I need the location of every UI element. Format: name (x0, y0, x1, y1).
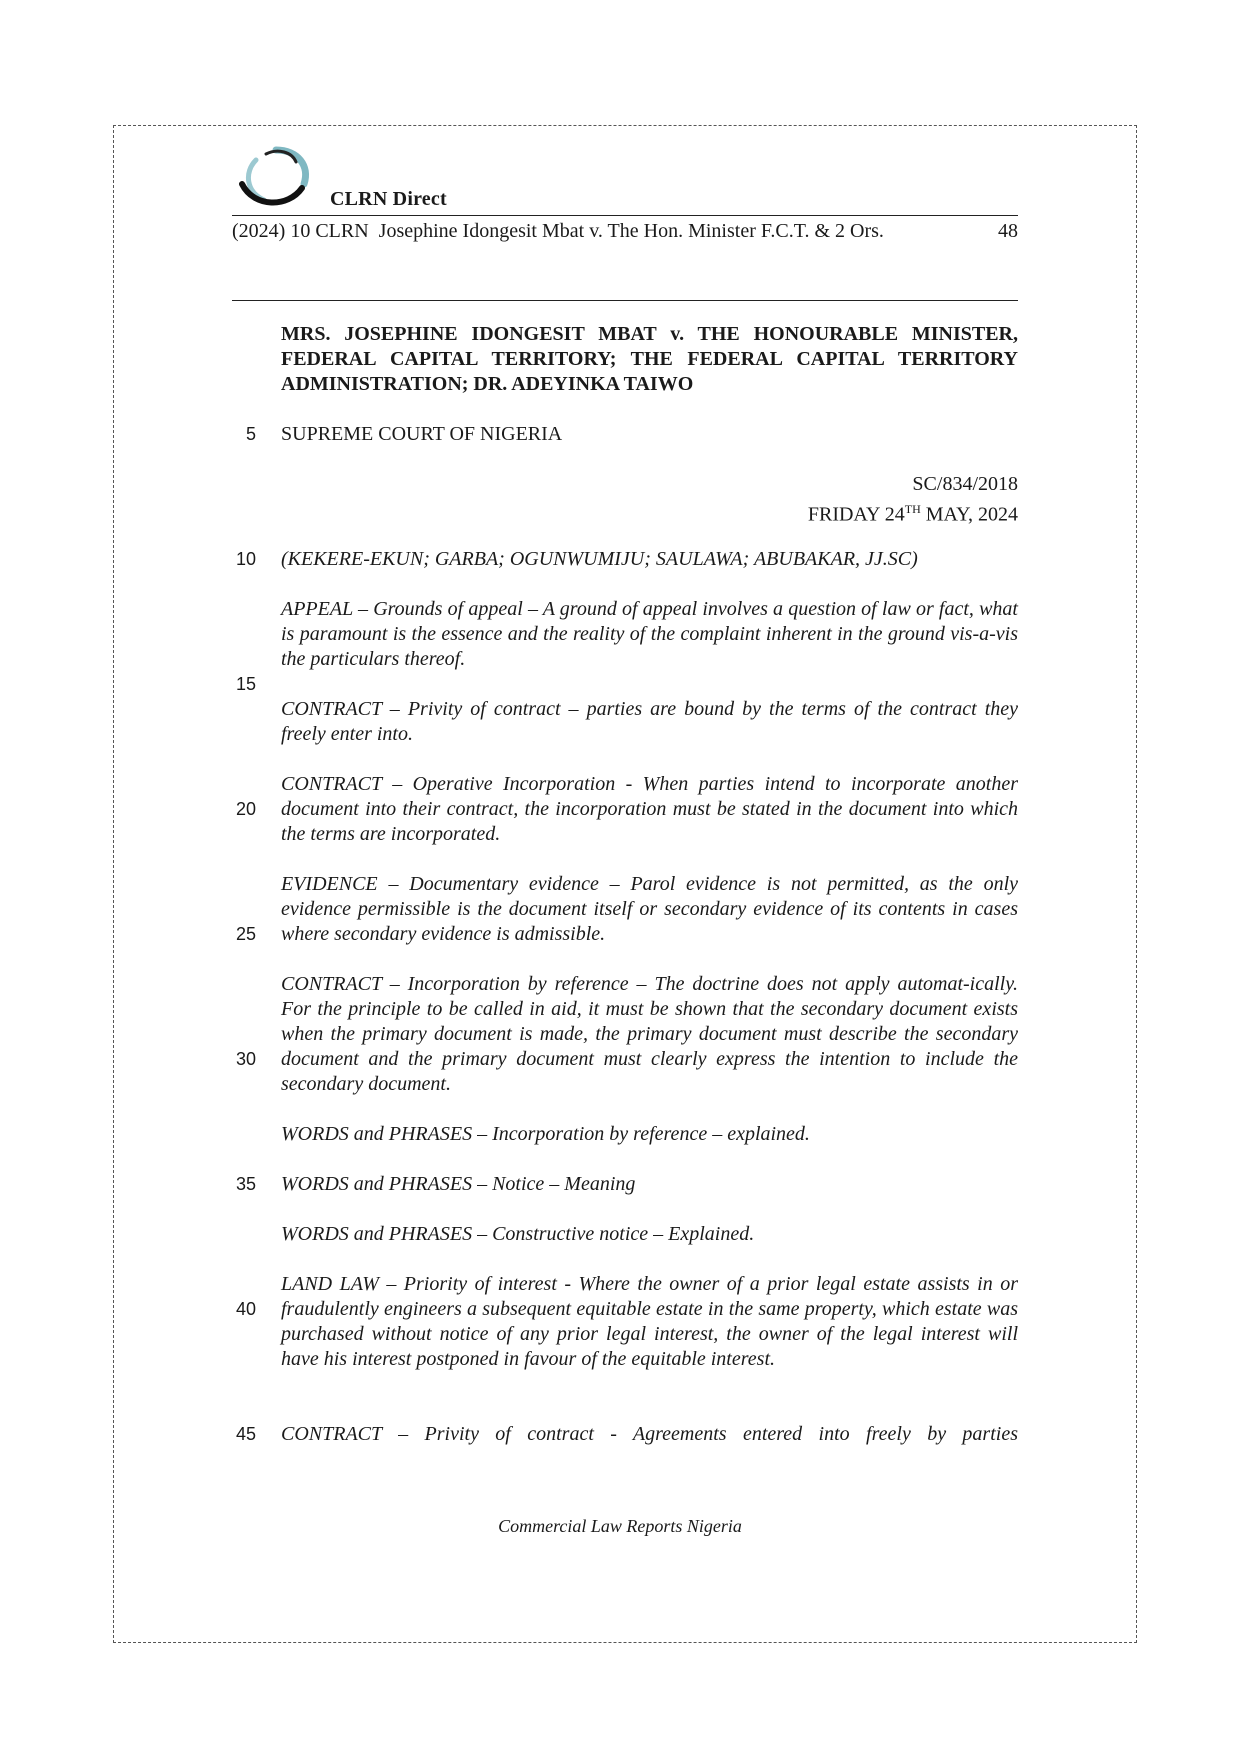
line-number: 25 (235, 924, 256, 944)
line-number: 15 (235, 674, 256, 694)
headnote-words-constructive-notice: WORDS and PHRASES – Constructive notice – Explained. (281, 1223, 755, 1245)
court-name: SUPREME COURT OF NIGERIA (281, 423, 563, 445)
clrn-logo-icon (236, 142, 316, 214)
headnote-appeal-grounds: APPEAL – Grounds of appeal – A ground of appeal involves a question of law or fact, what is paramount is the essence and the reality of the complaint inherent in the ground vis-a-vis the particulars thereof. (281, 598, 1018, 670)
page-number: 48 (998, 220, 1018, 242)
headnote-documentary-evidence: EVIDENCE – Documentary evidence – Parol evidence is not permitted, as the only evidence permissible is the document itself or secondary evidence of its contents in cases where secondary evidence is admissible. (281, 873, 1018, 945)
case-parties: MRS. JOSEPHINE IDONGESIT MBAT v. THE HONOURABLE MINISTER, FEDERAL CAPITAL TERRITORY; THE FEDERAL CAPITAL TERRITORY ADMINISTRATION; DR. ADEYINKA TAIWO (281, 323, 1018, 395)
line-number: 40 (235, 1299, 256, 1319)
headnote-privity-of-contract: CONTRACT – Privity of contract – parties are bound by the terms of the contract they freely enter into. (281, 698, 1018, 745)
headnote-land-law-priority: LAND LAW – Priority of interest - Where the owner of a prior legal estate assists in or fraudulently engineers a subsequent equitable estate in the same property, which estate was purchased without notice of any prior legal interest, the owner of the legal interest will have his interest postponed in favour of the equitable interest. (281, 1273, 1018, 1370)
line-number: 30 (235, 1049, 256, 1069)
section-rule (232, 300, 1018, 301)
brand-name: CLRN Direct (330, 188, 447, 210)
headnote-words-incorporation: WORDS and PHRASES – Incorporation by reference – explained. (281, 1123, 810, 1145)
judges-panel: (KEKERE-EKUN; GARBA; OGUNWUMIJU; SAULAWA; ABUBAKAR, JJ.SC) (281, 548, 918, 570)
judgment-date: FRIDAY 24TH MAY, 2024 (807, 502, 1018, 526)
case-short-title: Josephine Idongesit Mbat v. The Hon. Minister F.C.T. & 2 Ors. (378, 220, 884, 242)
running-header (232, 220, 1018, 243)
headnote-operative-incorporation: CONTRACT – Operative Incorporation - When parties intend to incorporate another document into their contract, the incorporation must be stated in the document into which the terms are incorporated. (281, 773, 1018, 845)
header-rule (232, 215, 1018, 216)
line-number: 35 (235, 1174, 256, 1194)
line-number: 45 (235, 1424, 256, 1444)
headnote-words-notice: WORDS and PHRASES – Notice – Meaning (281, 1173, 636, 1195)
suit-number: SC/834/2018 (912, 473, 1018, 495)
line-number: 10 (235, 549, 256, 569)
headnote-incorporation-by-reference: CONTRACT – Incorporation by reference – The doctrine does not apply automat-ically. For the principle to be called in aid, it must be shown that the secondary document exists when the primary document is made, the primary document must describe the secondary document and the primary document must clearly express the intention to include the secondary document. (281, 973, 1018, 1095)
report-citation: (2024) 10 CLRN (232, 220, 369, 242)
line-number: 20 (235, 799, 256, 819)
page-footer: Commercial Law Reports Nigeria (498, 1516, 742, 1536)
headnote-privity-agreements: CONTRACT – Privity of contract - Agreements entered into freely by parties (281, 1423, 1018, 1445)
line-number: 5 (245, 424, 256, 444)
